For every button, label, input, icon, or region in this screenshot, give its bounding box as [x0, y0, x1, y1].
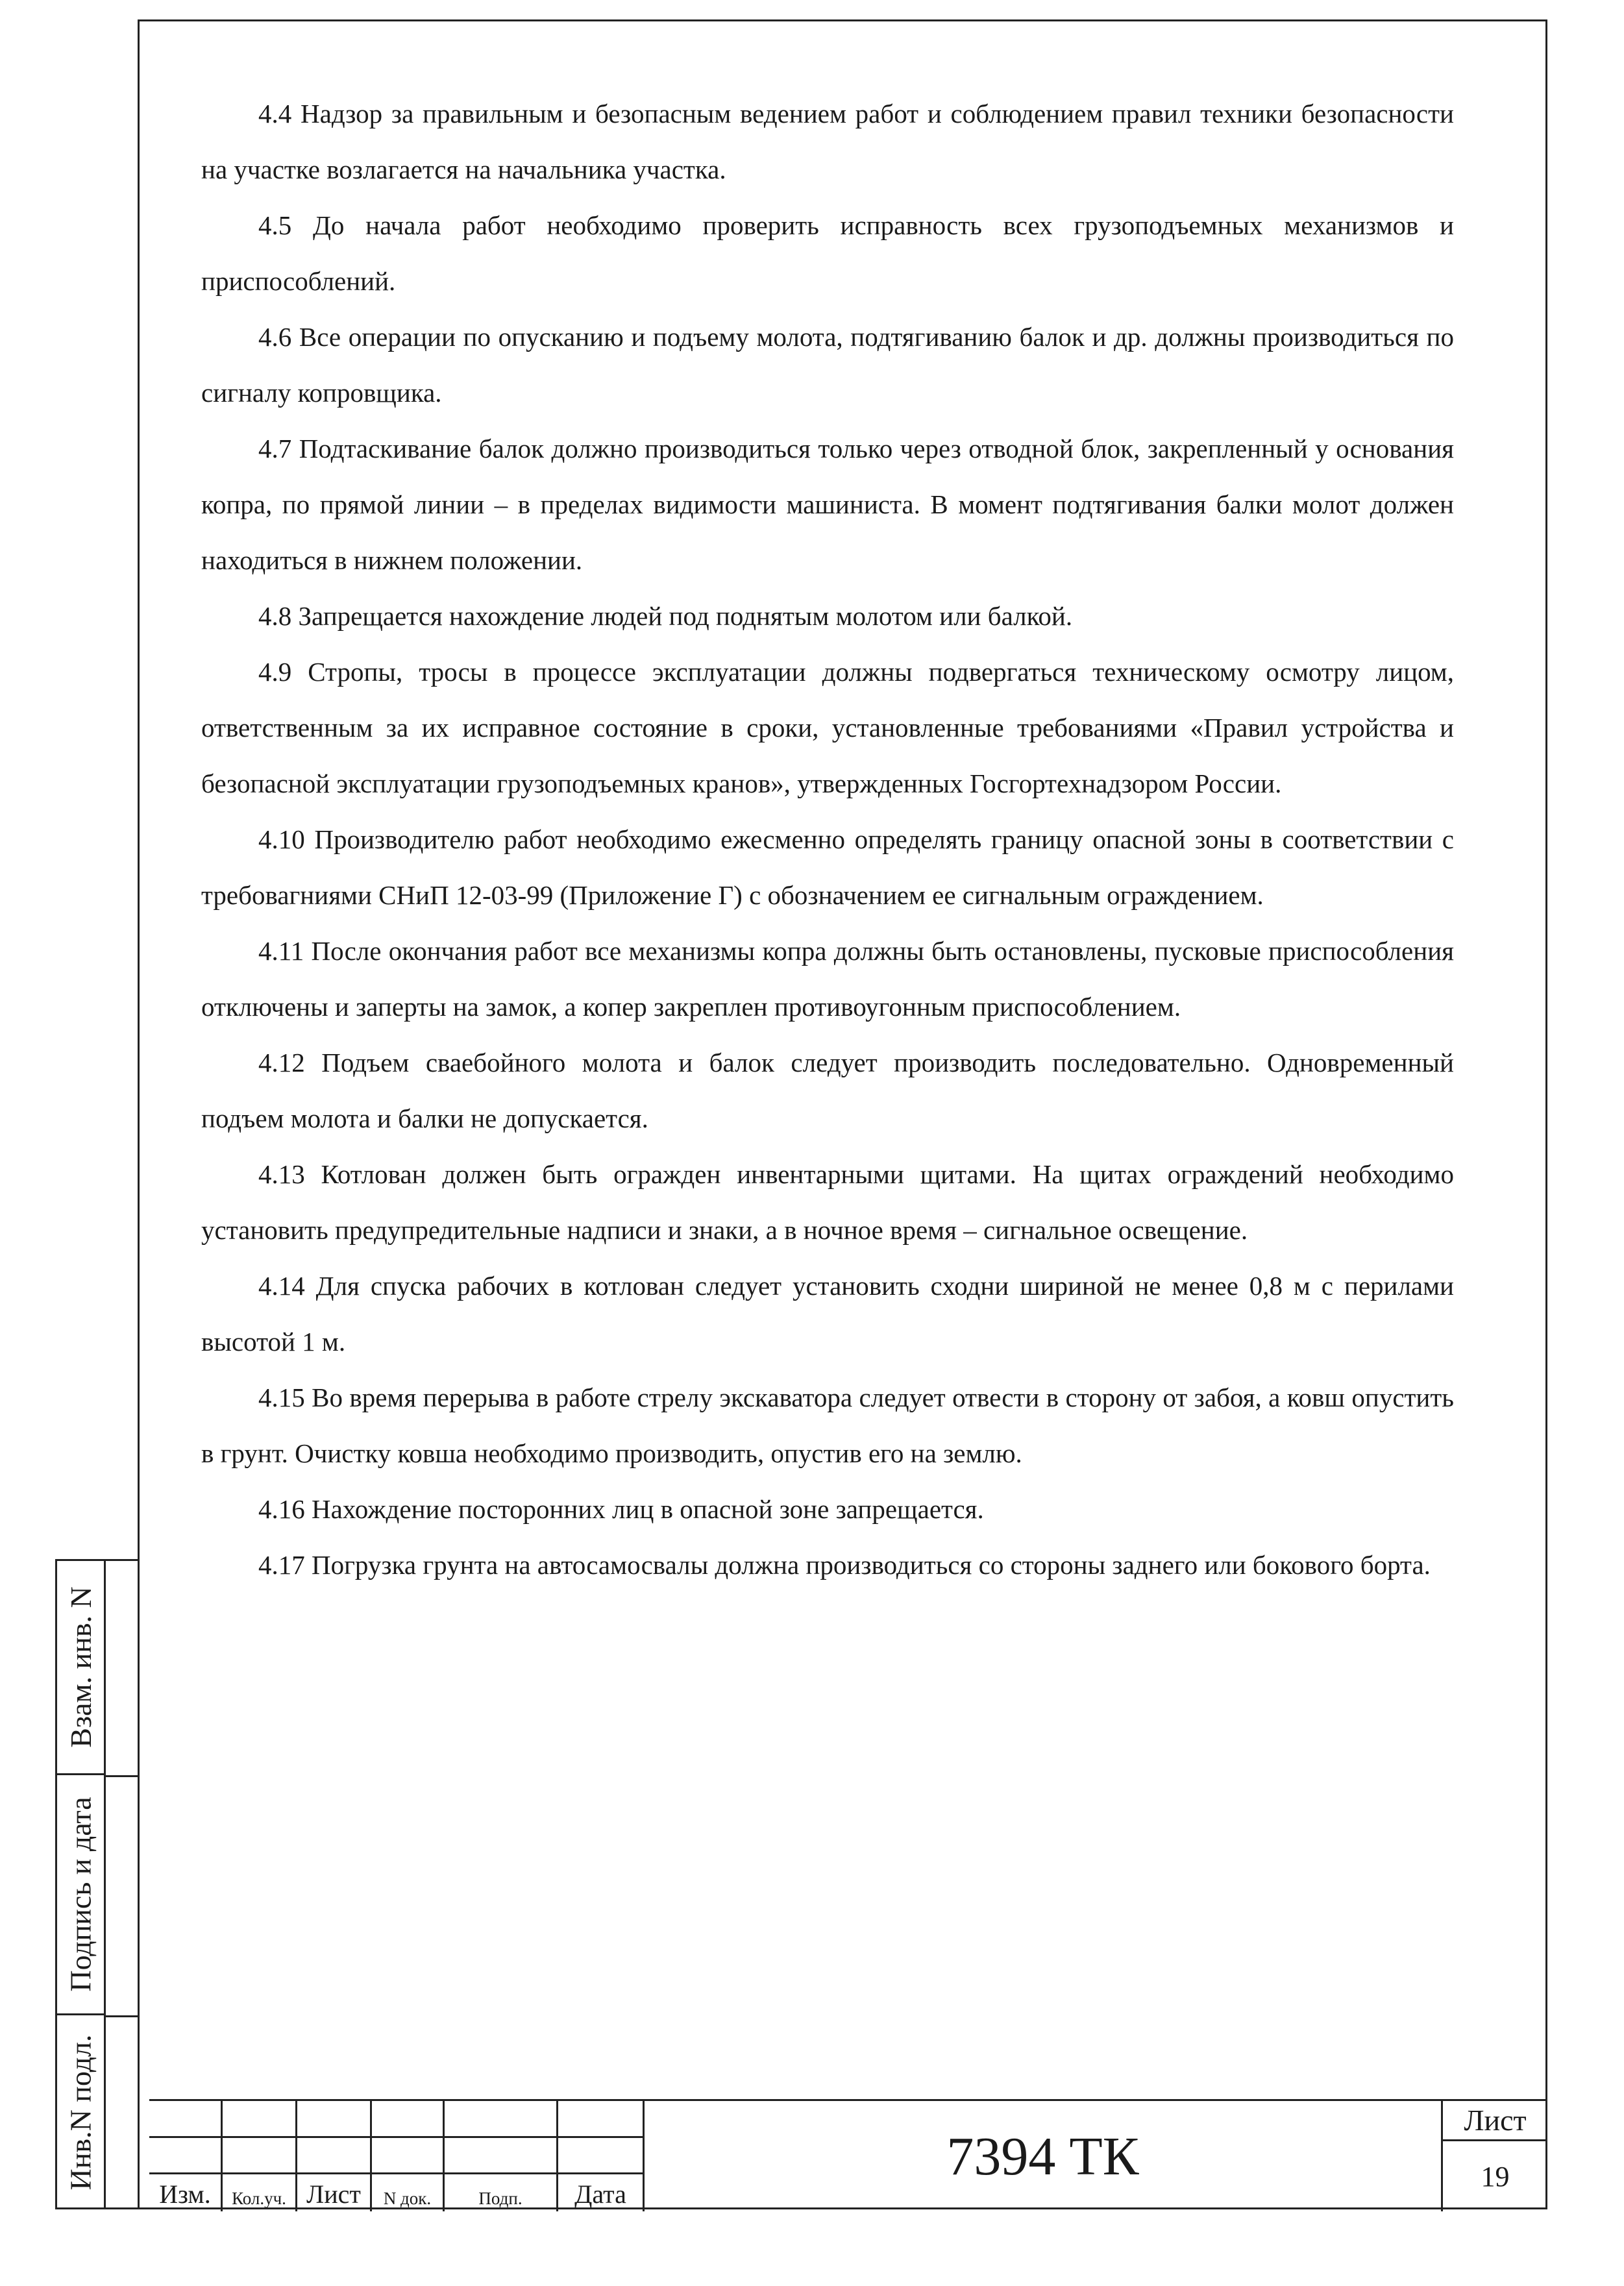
grid-cell — [558, 2138, 643, 2174]
paragraph-4-12: 4.12 Подъем сваебойного молота и балок следует производить последовательно. Одновременный подъем молота и балки не допускается. — [201, 1048, 1454, 1133]
grid-cell — [297, 2138, 372, 2174]
header-izm: Изм. — [159, 2180, 211, 2209]
paragraph-4-6: 4.6 Все операции по опусканию и подъему молота, подтягиванию балок и др. должны производиться по сигналу копровщика. — [201, 322, 1454, 408]
paragraph-4-8: 4.8 Запрещается нахождение людей под поднятым молотом или балкой. — [258, 601, 1073, 631]
document-body — [201, 86, 1454, 1593]
header-izm-cell — [149, 2174, 223, 2211]
grid-cell — [223, 2101, 297, 2138]
side-cell-podpis — [57, 1775, 104, 2015]
grid-cell — [445, 2138, 558, 2174]
grid-cell — [372, 2138, 445, 2174]
grid-cell — [372, 2101, 445, 2138]
sheet-number: 19 — [1481, 2160, 1510, 2193]
side-label-inv: Инв.N подл. — [64, 2034, 97, 2191]
header-list: Лист — [306, 2180, 361, 2209]
paragraph-4-11: 4.11 После окончания работ все механизмы копра должны быть остановлены, пусковые приспособления отключены и заперты на замок, а копер закреплен противоугонным приспособлением. — [201, 936, 1454, 1022]
paragraph-4-4: 4.4 Надзор за правильным и безопасным ведением работ и соблюдением правил техники безопасности на участке возлагается на начальника участка. — [201, 99, 1454, 184]
header-podp: Подп. — [478, 2189, 523, 2208]
document-code: 7394 ТК — [643, 2101, 1441, 2211]
header-n-dok: N док. — [383, 2189, 432, 2208]
grid-cell — [223, 2138, 297, 2174]
grid-cell — [558, 2101, 643, 2138]
header-data: Дата — [574, 2180, 626, 2209]
title-block — [149, 2099, 1547, 2209]
paragraph-4-7: 4.7 Подтаскивание балок должно производиться только через отводной блок, закрепленный у основания копра, по прямой линии – в пределах видимости машиниста. В момент подтягивания балки молот должен находиться в нижнем положении. — [201, 434, 1454, 575]
sheet-label: Лист — [1443, 2101, 1547, 2141]
paragraph-4-17: 4.17 Погрузка грунта на автосамосвалы должна производиться со стороны заднего или бокового борта. — [258, 1550, 1431, 1580]
header-n-dok-cell — [372, 2174, 445, 2211]
header-kol-uch-cell — [223, 2174, 297, 2211]
header-data-cell — [558, 2174, 643, 2211]
grid-cell — [149, 2101, 223, 2138]
paragraph-4-14: 4.14 Для спуска рабочих в котлован следует установить сходни шириной не менее 0,8 м с перилами высотой 1 м. — [201, 1271, 1454, 1357]
paragraph-4-10: 4.10 Производителю работ необходимо ежесменно определять границу опасной зоны в соответствии с требовагниями СНиП 12-03-99 (Приложение Г) с обозначением ее сигнальным ограждением. — [201, 824, 1454, 910]
grid-cell — [297, 2101, 372, 2138]
paragraph-4-15: 4.15 Во время перерыва в работе стрелу экскаватора следует отвести в сторону от забоя, а ковш опустить в грунт. Очистку ковша необходимо производить, опустив его на землю. — [201, 1383, 1454, 1468]
side-cell-vzam — [57, 1561, 104, 1775]
grid-cell — [445, 2101, 558, 2138]
side-label-column — [57, 1561, 106, 2207]
paragraph-4-13: 4.13 Котлован должен быть огражден инвентарными щитами. На щитах ограждений необходимо установить предупредительные надписи и знаки, а в ночное время – сигнальное освещение. — [201, 1159, 1454, 1245]
paragraph-4-16: 4.16 Нахождение посторонних лиц в опасной зоне запрещается. — [258, 1494, 984, 1524]
paragraph-4-9: 4.9 Стропы, тросы в процессе эксплуатации должны подвергаться техническому осмотру лицом, ответственным за их исправное состояние в сроки, установленные требованиями «Правил устройства и безопасной эксплуатации грузоподъемных кранов», утвержденных Госгортехнадзором России. — [201, 657, 1454, 798]
side-label-vzam: Взам. инв. N — [64, 1586, 97, 1748]
grid-cell — [149, 2138, 223, 2174]
side-margin-table — [55, 1559, 138, 2209]
side-divider-2 — [106, 2015, 140, 2017]
side-cell-inv — [57, 2015, 104, 2209]
side-label-podpis: Подпись и дата — [64, 1797, 97, 1992]
header-kol-uch: Кол.уч. — [232, 2189, 286, 2208]
revision-grid — [149, 2101, 643, 2211]
side-divider-1 — [106, 1775, 140, 1777]
header-podp-cell — [445, 2174, 558, 2211]
sheet-box — [1441, 2101, 1547, 2211]
paragraph-4-5: 4.5 До начала работ необходимо проверить исправность всех грузоподъемных механизмов и приспособлений. — [201, 210, 1454, 296]
header-list-cell — [297, 2174, 372, 2211]
